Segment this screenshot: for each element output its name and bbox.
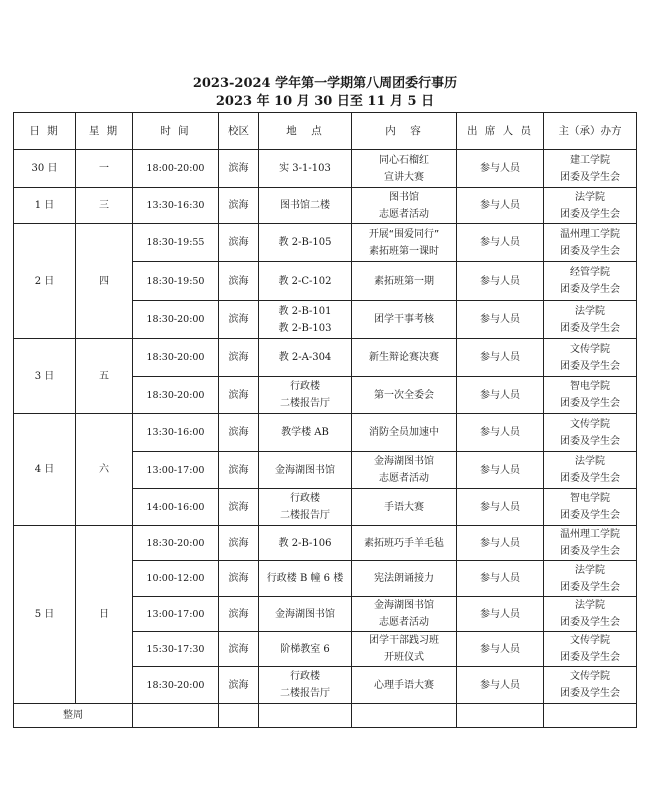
time-cell: 13:00-17:00 [133, 597, 219, 632]
cell-line: 智电学院 [570, 381, 610, 392]
cell-line: 金海湖图书馆 [374, 456, 434, 467]
location-cell [259, 188, 352, 224]
attendees-cell: 参与人员 [457, 414, 544, 452]
campus-cell: 滨海 [219, 224, 259, 262]
header-date: 日 期 [14, 113, 76, 150]
empty-cell [133, 704, 219, 728]
cell-line: 团委及学生会 [560, 581, 620, 593]
document-title: 2023-2024 学年第一学期第八周团委行事历 [192, 76, 458, 91]
content-cell [352, 561, 457, 597]
attendees-cell: 参与人员 [457, 526, 544, 561]
campus-cell: 滨海 [219, 188, 259, 224]
cell-line: 团委及学生会 [560, 208, 620, 220]
content-cell [352, 452, 457, 489]
date-cell: 4 日 [14, 414, 76, 526]
date-cell: 1 日 [14, 188, 76, 224]
cell-line: 行政楼 [290, 671, 320, 682]
content-cell [352, 188, 457, 224]
cell-line: 文传学院 [570, 671, 610, 682]
location-cell [259, 262, 352, 301]
week-summary-row [14, 704, 637, 728]
table-row [14, 188, 637, 224]
cell-line: 团委及学生会 [560, 398, 620, 409]
campus-cell: 滨海 [219, 301, 259, 339]
campus-cell: 滨海 [219, 489, 259, 526]
campus-cell: 滨海 [219, 262, 259, 301]
header-time: 时 间 [133, 113, 219, 150]
cell-line: 团委及学生会 [560, 435, 620, 447]
content-cell [352, 414, 457, 452]
time-cell: 18:30-19:50 [133, 262, 219, 301]
time-cell: 18:30-20:00 [133, 526, 219, 561]
cell-line: 法学院 [575, 564, 605, 576]
week-label-cell: 整周 [14, 704, 133, 728]
cell-line: 法学院 [575, 600, 605, 611]
cell-line: 团委及学生会 [560, 360, 620, 372]
organizer-cell [544, 452, 637, 489]
location-cell [259, 489, 352, 526]
content-cell [352, 489, 457, 526]
organizer-cell [544, 339, 637, 377]
cell-line: 团委及学生会 [560, 322, 620, 334]
campus-cell: 滨海 [219, 597, 259, 632]
attendees-cell: 参与人员 [457, 452, 544, 489]
campus-cell: 滨海 [219, 667, 259, 704]
cell-line: 法学院 [575, 305, 605, 317]
cell-line: 第一次全委会 [374, 389, 434, 401]
time-cell: 18:30-20:00 [133, 301, 219, 339]
attendees-cell: 参与人员 [457, 377, 544, 414]
cell-line: 团委及学生会 [560, 652, 620, 663]
content-cell [352, 597, 457, 632]
header-organizer: 主（承）办方 [544, 113, 637, 150]
attendees-cell: 参与人员 [457, 489, 544, 526]
location-cell [259, 452, 352, 489]
cell-line: 智电学院 [570, 493, 610, 504]
cell-line: 图书馆二楼 [280, 200, 330, 211]
table-row [14, 224, 637, 262]
attendees-cell: 参与人员 [457, 561, 544, 597]
weekday-cell: 四 [76, 224, 133, 339]
cell-line: 法学院 [575, 191, 605, 203]
content-cell [352, 632, 457, 667]
time-cell: 18:30-20:00 [133, 667, 219, 704]
content-cell [352, 262, 457, 301]
date-cell: 3 日 [14, 339, 76, 414]
header-row [14, 113, 637, 150]
time-cell: 13:30-16:00 [133, 414, 219, 452]
organizer-cell [544, 561, 637, 597]
cell-line: 阶梯教室 6 [280, 643, 330, 655]
cell-line: 经管学院 [570, 267, 610, 278]
document-subtitle: 2023 年 10 月 30 日至 11 月 5 日 [215, 94, 435, 109]
empty-cell [219, 704, 259, 728]
content-cell [352, 339, 457, 377]
location-cell [259, 414, 352, 452]
cell-line: 二楼报告厅 [280, 398, 330, 409]
campus-cell: 滨海 [219, 414, 259, 452]
attendees-cell: 参与人员 [457, 301, 544, 339]
attendees-cell: 参与人员 [457, 597, 544, 632]
weekday-cell: 五 [76, 339, 133, 414]
header-attendees: 出 席 人 员 [457, 113, 544, 150]
location-cell [259, 632, 352, 667]
cell-line: 心理手语大赛 [374, 679, 434, 691]
cell-line: 法学院 [575, 456, 605, 467]
time-cell: 13:00-17:00 [133, 452, 219, 489]
campus-cell: 滨海 [219, 339, 259, 377]
content-cell [352, 667, 457, 704]
content-cell [352, 224, 457, 262]
cell-line: 温州理工学院 [560, 529, 620, 540]
attendees-cell: 参与人员 [457, 667, 544, 704]
organizer-cell [544, 262, 637, 301]
weekday-cell: 六 [76, 414, 133, 526]
cell-line: 团委及学生会 [560, 171, 620, 183]
organizer-cell [544, 377, 637, 414]
cell-line: 金海湖图书馆 [374, 600, 434, 611]
location-cell [259, 301, 352, 339]
cell-line: 手语大赛 [384, 501, 424, 513]
table-row [14, 150, 637, 188]
table-row [14, 339, 637, 377]
header-campus: 校区 [219, 113, 259, 150]
cell-line: 志愿者活动 [379, 617, 429, 628]
cell-line: 志愿者活动 [379, 473, 429, 484]
campus-cell: 滨海 [219, 377, 259, 414]
cell-line: 团委及学生会 [560, 688, 620, 699]
cell-line: 教 2-A-304 [278, 352, 332, 363]
cell-line: 建工学院 [570, 154, 610, 166]
location-cell [259, 150, 352, 188]
cell-line: 金海湖图书馆 [275, 608, 335, 620]
cell-line: 温州理工学院 [560, 228, 620, 240]
organizer-cell [544, 224, 637, 262]
cell-line: 文传学院 [570, 343, 610, 355]
cell-line: 教学楼 AB [281, 427, 329, 438]
date-cell: 2 日 [14, 224, 76, 339]
cell-line: 教 2-B-105 [278, 237, 332, 248]
cell-line: 团委及学生会 [560, 245, 620, 257]
cell-line: 宪法朗诵接力 [374, 573, 434, 584]
table-row [14, 526, 637, 561]
location-cell [259, 667, 352, 704]
time-cell: 15:30-17:30 [133, 632, 219, 667]
content-cell [352, 150, 457, 188]
cell-line: 消防全员加速中 [369, 427, 439, 438]
cell-line: 图书馆 [389, 191, 419, 203]
organizer-cell [544, 526, 637, 561]
cell-line: 素拓班第一课时 [369, 245, 439, 257]
content-cell [352, 526, 457, 561]
empty-cell [457, 704, 544, 728]
location-cell [259, 224, 352, 262]
location-cell [259, 339, 352, 377]
organizer-cell [544, 414, 637, 452]
organizer-cell [544, 632, 637, 667]
cell-line: 素拓班第一期 [374, 275, 434, 287]
cell-line: 教 2-B-106 [278, 537, 332, 549]
cell-line: 团委及学生会 [560, 284, 620, 295]
cell-line: 开班仪式 [384, 652, 424, 663]
cell-line: 团学干事考核 [374, 314, 434, 325]
campus-cell: 滨海 [219, 561, 259, 597]
cell-line: 实 3-1-103 [279, 163, 331, 174]
time-cell: 14:00-16:00 [133, 489, 219, 526]
empty-cell [259, 704, 352, 728]
weekday-cell: 一 [76, 150, 133, 188]
cell-line: 文传学院 [570, 635, 610, 646]
location-cell [259, 526, 352, 561]
time-cell: 18:30-20:00 [133, 339, 219, 377]
header-location: 地 点 [259, 113, 352, 150]
attendees-cell: 参与人员 [457, 339, 544, 377]
cell-line: 团委及学生会 [560, 510, 620, 521]
cell-line: 教 2-B-103 [278, 322, 332, 334]
cell-line: 金海湖图书馆 [275, 464, 335, 476]
organizer-cell [544, 188, 637, 224]
attendees-cell: 参与人员 [457, 188, 544, 224]
time-cell: 18:30-20:00 [133, 377, 219, 414]
empty-cell [544, 704, 637, 728]
campus-cell: 滨海 [219, 150, 259, 188]
location-cell [259, 597, 352, 632]
cell-line: 开展“围爱同行” [368, 228, 440, 240]
cell-line: 同心石榴红 [379, 154, 429, 166]
time-cell: 18:30-19:55 [133, 224, 219, 262]
cell-line: 行政楼 [290, 381, 320, 392]
attendees-cell: 参与人员 [457, 224, 544, 262]
campus-cell: 滨海 [219, 632, 259, 667]
cell-line: 素拓班巧手羊毛毡 [364, 537, 444, 549]
cell-line: 文传学院 [570, 418, 610, 430]
cell-line: 宣讲大赛 [384, 171, 424, 183]
location-cell [259, 561, 352, 597]
content-cell [352, 377, 457, 414]
weekday-cell: 三 [76, 188, 133, 224]
header-content: 内 容 [352, 113, 457, 150]
cell-line: 二楼报告厅 [280, 510, 330, 521]
time-cell: 10:00-12:00 [133, 561, 219, 597]
cell-line: 行政楼 B 幢 6 楼 [266, 573, 344, 584]
weekday-cell: 日 [76, 526, 133, 704]
attendees-cell: 参与人员 [457, 150, 544, 188]
cell-line: 教 2-B-101 [278, 305, 332, 317]
cell-line: 团委及学生会 [560, 546, 620, 557]
attendees-cell: 参与人员 [457, 262, 544, 301]
cell-line: 二楼报告厅 [280, 688, 330, 699]
time-cell: 13:30-16:30 [133, 188, 219, 224]
cell-line: 志愿者活动 [379, 208, 429, 220]
date-cell: 30 日 [14, 150, 76, 188]
cell-line: 团委及学生会 [560, 617, 620, 628]
campus-cell: 滨海 [219, 452, 259, 489]
location-cell [259, 377, 352, 414]
header-weekday: 星 期 [76, 113, 133, 150]
table-row [14, 414, 637, 452]
organizer-cell [544, 150, 637, 188]
cell-line: 团学干部践习班 [369, 635, 439, 646]
cell-line: 新生辩论赛决赛 [369, 352, 439, 363]
cell-line: 行政楼 [290, 493, 320, 504]
campus-cell: 滨海 [219, 526, 259, 561]
cell-line: 教 2-C-102 [278, 275, 332, 287]
empty-cell [352, 704, 457, 728]
date-cell: 5 日 [14, 526, 76, 704]
organizer-cell [544, 301, 637, 339]
attendees-cell: 参与人员 [457, 632, 544, 667]
schedule-table [13, 112, 637, 728]
content-cell [352, 301, 457, 339]
organizer-cell [544, 667, 637, 704]
time-cell: 18:00-20:00 [133, 150, 219, 188]
organizer-cell [544, 489, 637, 526]
cell-line: 团委及学生会 [560, 473, 620, 484]
organizer-cell [544, 597, 637, 632]
